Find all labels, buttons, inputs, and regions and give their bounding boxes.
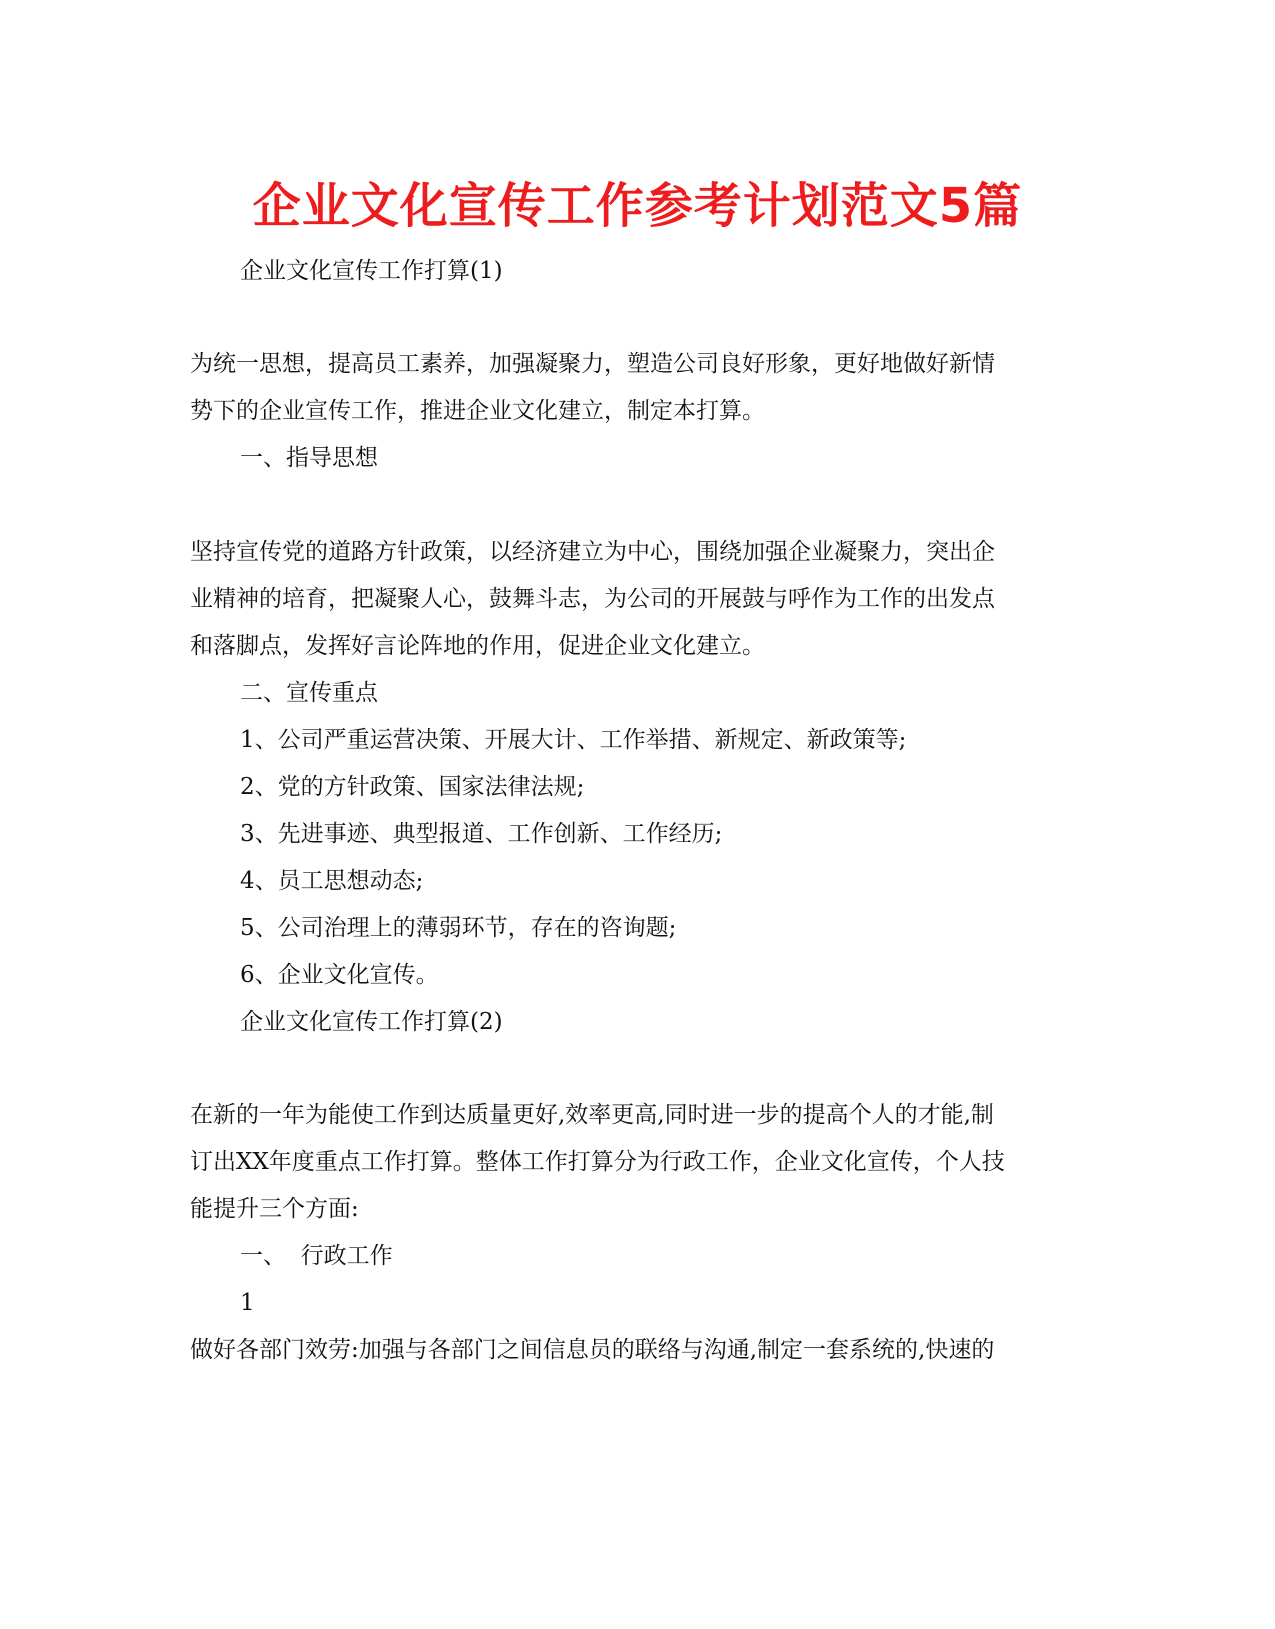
list-item: 6、企业文化宣传。 — [240, 962, 439, 988]
list-item: 1、公司严重运营决策、开展大计、工作举措、新规定、新政策等; — [240, 727, 907, 753]
section-1-paragraph-line: 势下的企业宣传工作，推进企业文化建立，制定本打算。 — [190, 398, 765, 424]
list-item: 3、先进事迹、典型报道、工作创新、工作经历; — [240, 821, 723, 847]
section-1-paragraph2-line: 业精神的培育，把凝聚人心，鼓舞斗志，为公司的开展鼓与呼作为工作的出发点 — [190, 586, 995, 612]
section-2-heading: 企业文化宣传工作打算(2) — [240, 1009, 503, 1035]
list-item: 5、公司治理上的薄弱环节，存在的咨询题; — [240, 915, 677, 941]
section-1-heading: 企业文化宣传工作打算(1) — [240, 258, 503, 284]
section-2-paragraph-line: 在新的一年为能使工作到达质量更好,效率更高,同时进一步的提高个人的才能,制 — [190, 1102, 994, 1128]
section-1-paragraph2-line: 坚持宣传党的道路方针政策，以经济建立为中心，围绕加强企业凝聚力，突出企 — [190, 539, 995, 565]
section-2-paragraph-line: 能提升三个方面: — [190, 1196, 359, 1222]
section-1-subheading-focus: 二、宣传重点 — [240, 680, 378, 706]
section-2-number: 1 — [240, 1290, 255, 1316]
list-item: 2、党的方针政策、国家法律法规; — [240, 774, 585, 800]
section-2-paragraph-line: 订出XX年度重点工作打算。整体工作打算分为行政工作，企业文化宣传，个人技 — [190, 1149, 1005, 1175]
document-title: 企业文化宣传工作参考计划范文5篇 — [252, 178, 1023, 234]
section-2-last-line: 做好各部门效劳:加强与各部门之间信息员的联络与沟通,制定一套系统的,快速的 — [190, 1337, 995, 1363]
section-1-paragraph-line: 为统一思想，提高员工素养，加强凝聚力，塑造公司良好形象，更好地做好新情 — [190, 351, 995, 377]
section-1-subheading-guiding: 一、指导思想 — [240, 445, 378, 471]
section-2-subheading-admin: 一、 行政工作 — [240, 1243, 393, 1269]
section-1-paragraph2-line: 和落脚点，发挥好言论阵地的作用，促进企业文化建立。 — [190, 633, 765, 659]
list-item: 4、员工思想动态; — [240, 868, 424, 894]
